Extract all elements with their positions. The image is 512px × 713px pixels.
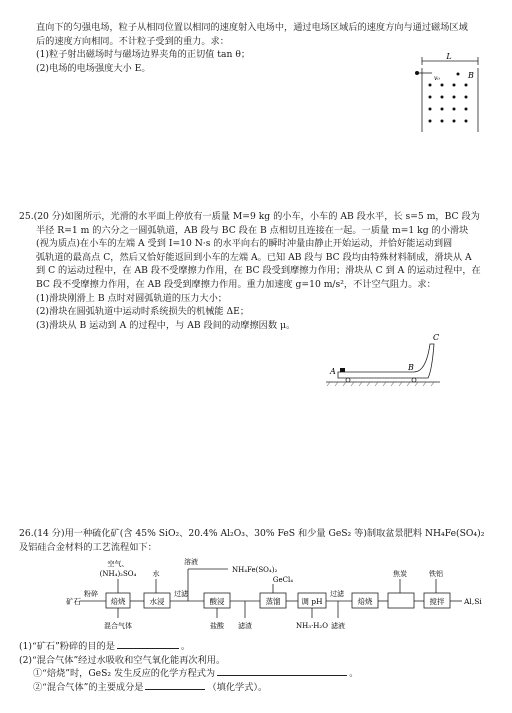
q26-sub-1-end: 。 bbox=[180, 641, 191, 652]
wheel-right bbox=[412, 378, 416, 382]
flow-product2: Al,Si bbox=[464, 597, 482, 606]
label-A: A bbox=[330, 367, 336, 376]
flow-stir: 搅拌 bbox=[429, 597, 445, 606]
flow-hcl: 盐酸 bbox=[210, 622, 224, 630]
label-B-cart: B bbox=[408, 363, 414, 372]
q25-cart-figure bbox=[318, 330, 448, 388]
q25-line-5: 到 C 的运动过程中，在 AB 段不受摩擦力作用，在 BC 段受到摩擦力作用；滑块从 C 到 A 的运动过程中，在 bbox=[36, 265, 481, 277]
flow-ammonium: (NH₄)₂SO₄ bbox=[99, 570, 137, 578]
q25-line-3: (视为质点)在小车的左端 A 受到 I=10 N·s 的水平向右的瞬时冲量由静止开始运动，并恰好能运动到圆 bbox=[36, 238, 453, 250]
flow-roast2: 焙烧 bbox=[357, 597, 373, 606]
box-smelt bbox=[388, 593, 414, 608]
flow-gecl4: GeCl₄ bbox=[272, 576, 294, 584]
q26-line-2: 及铝硅合金材料的工艺流程如下： bbox=[19, 541, 157, 553]
q24-line-1: 直向下的匀强电场，粒子从相同位置以相同的速度射入电场中，通过电场区域后的速度方向与通过磁场区域 bbox=[36, 22, 468, 33]
label-B: B bbox=[468, 71, 474, 80]
q26-sub-2-1 bbox=[19, 667, 358, 681]
q26-questions bbox=[19, 640, 358, 694]
answer-blank-1[interactable] bbox=[117, 648, 179, 649]
q25-line-4: 弧轨道的最高点 C，然后又恰好能返回到小车的左端 A。已知 AB 段与 BC 段均由特殊材料制成，滑块从 A bbox=[36, 251, 472, 263]
q25-text bbox=[19, 210, 481, 332]
q26-sub-2-2-text: ②“混合气体”的主要成分是 bbox=[33, 681, 144, 693]
answer-blank-2[interactable] bbox=[217, 675, 347, 676]
flow-air: 空气、 bbox=[107, 560, 129, 568]
flow-coke: 焦炭 bbox=[393, 570, 407, 578]
flow-crush: 粉碎 bbox=[84, 590, 98, 598]
q26-sub-2: (2)“混合气体”经过水吸收和空气氧化能再次利用。 bbox=[19, 654, 226, 666]
flow-residue2: 滤液 bbox=[331, 622, 345, 630]
ground-hatch bbox=[327, 382, 434, 386]
q26-line-1: 26.(14 分)用一种硫化矿(含 45% SiO₂、20.4% Al₂O₃、30% FeS 和少量 GeS₂ 等)制取盆景肥料 NH₄Fe(SO₄)₂ bbox=[19, 528, 485, 539]
flow-gas: 混合气体 bbox=[104, 622, 132, 630]
q24-line-3: (1)粒子射出磁场时与磁场边界夹角的正切值 tan θ； bbox=[36, 49, 251, 61]
flow-product1: NH₄Fe(SO₄)₂ bbox=[232, 566, 278, 574]
flow-roast: 焙烧 bbox=[110, 597, 126, 606]
answer-blank-3[interactable] bbox=[145, 689, 205, 690]
process-flowchart bbox=[0, 556, 512, 640]
label-L: L bbox=[446, 52, 452, 61]
q26-sub-1 bbox=[19, 640, 358, 654]
q25-line-9: (3)滑块从 B 运动到 A 的过程中，与 AB 段间的动摩擦因数 μ。 bbox=[36, 319, 296, 331]
flow-filter1: 过滤 bbox=[174, 590, 188, 598]
flow-al: 铁铝 bbox=[429, 570, 443, 578]
flow-ph: 调 pH bbox=[301, 597, 323, 606]
q25-line-2: 半径 R=1 m 的六分之一圆弧轨道，AB 段与 BC 段在 B 点相切且连接在一起。一质量 m=1 kg 的小滑块 bbox=[36, 224, 469, 236]
label-C: C bbox=[433, 333, 440, 342]
q25-line-6: BC 段不受摩擦力作用，在 AB 段受到摩擦力作用。重力加速度 g=10 m/s²，不计空气阻力。求： bbox=[36, 278, 436, 290]
flow-distill: 蒸馏 bbox=[265, 597, 281, 606]
q26-sub-1-text: (1)“矿石”粉碎的目的是 bbox=[19, 641, 115, 652]
flow-solution: 溶液 bbox=[184, 558, 198, 566]
q26-sub-2-2 bbox=[19, 681, 358, 695]
q25-line-1: 25.(20 分)如图所示，光滑的水平面上停放有一质量 M=9 kg 的小车，小车的 AB 段水平，长 s=5 m，BC 段为 bbox=[19, 211, 480, 222]
wheel-left bbox=[346, 378, 350, 382]
flow-residue1: 滤渣 bbox=[238, 622, 252, 630]
q25-line-7: (1)滑块刚滑上 B 点时对圆弧轨道的压力大小； bbox=[36, 292, 227, 304]
q26-sub-2-1-text: ①“焙烧”时，GeS₂ 发生反应的化学方程式为 bbox=[33, 668, 216, 680]
q26-text bbox=[19, 527, 484, 554]
cart-body bbox=[338, 344, 434, 378]
flow-water: 水 bbox=[152, 570, 160, 578]
q24-text bbox=[36, 21, 468, 75]
q24-field-figure bbox=[418, 52, 490, 136]
flow-water-leach: 水浸 bbox=[149, 597, 165, 606]
flow-filter2: 过滤 bbox=[330, 590, 344, 598]
q26-sub-2-1-end: 。 bbox=[349, 668, 359, 680]
q25-line-8: (2)滑块在圆弧轨道中运动时系统损失的机械能 ΔE； bbox=[36, 306, 250, 318]
q24-line-4: (2)电场的电场强度大小 E。 bbox=[36, 62, 151, 74]
flow-acid-leach: 酸浸 bbox=[209, 597, 225, 606]
label-v0: v₀ bbox=[434, 75, 440, 82]
slider-block bbox=[340, 368, 345, 372]
q26-sub-2-2-end: （填化学式）。 bbox=[207, 681, 268, 693]
q24-line-2: 后的速度方向相同。不计粒子受到的重力。求： bbox=[36, 35, 229, 47]
flow-ore: 矿石 bbox=[66, 597, 81, 606]
flow-nh3: NH₃·H₂O bbox=[296, 622, 328, 630]
